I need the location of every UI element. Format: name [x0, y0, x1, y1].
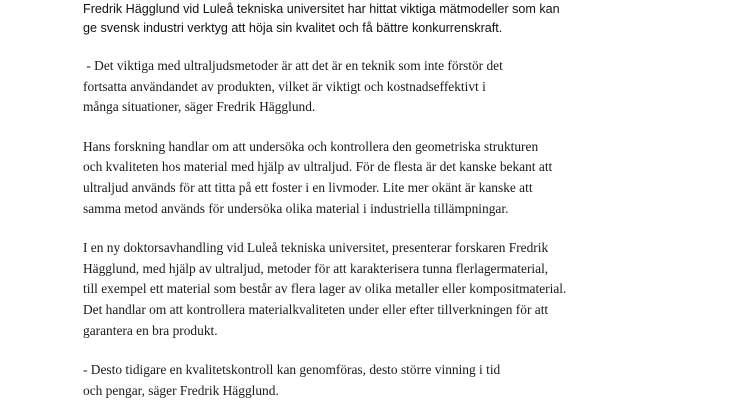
paragraph-line: till exempel ett material som består av flera lager av olika metaller eller kompositmaterial.	[83, 281, 567, 297]
article-lead	[83, 0, 603, 38]
article-body	[83, 0, 603, 420]
paragraph-line: Det handlar om att kontrollera materialkvaliteten under eller efter tillverkningen för att	[83, 301, 549, 317]
paragraph-line: I en ny doktorsavhandling vid Luleå tekniska universitet, presenterar forskaren Fredrik	[83, 240, 549, 256]
paragraph-line: Hans forskning handlar om att undersöka och kontrollera den geometriska strukturen	[83, 138, 539, 154]
paragraph-line: många situationer, säger Fredrik Hägglund.	[83, 99, 316, 115]
paragraph-quote-2	[83, 360, 603, 401]
paragraph-research	[83, 137, 603, 219]
paragraph-line: och kvaliteten hos material med hjälp av ultraljud. För de flesta är det kanske bekant att	[83, 159, 553, 175]
paragraph-line: - Desto tidigare en kvalitetskontroll kan genomföras, desto större vinning i tid	[83, 362, 501, 378]
lead-line: ge svensk industri verktyg att höja sin kvalitet och få bättre konkurrenskraft.	[83, 21, 503, 35]
paragraph-line: Hägglund, med hjälp av ultraljud, metoder för att karakterisera tunna flerlagermaterial,	[83, 260, 549, 276]
paragraph-line: - Det viktiga med ultraljudsmetoder är att det är en teknik som inte förstör det	[83, 58, 503, 73]
paragraph-line: fortsatta användandet av produkten, vilket är viktigt och kostnadseffektivt i	[83, 78, 486, 94]
paragraph-line: garantera en bra produkt.	[83, 322, 218, 338]
lead-line: Fredrik Hägglund vid Luleå tekniska universitet har hittat viktiga mätmodeller som kan	[83, 2, 560, 16]
paragraph-line: samma metod används för undersöka olika material i industriella tillämpningar.	[83, 200, 509, 216]
paragraph-thesis	[83, 238, 603, 341]
paragraph-quote-1	[83, 56, 603, 118]
paragraph-line: ultraljud används för att titta på ett foster i en livmoder. Lite mer okänt är kanske att	[83, 179, 533, 195]
paragraph-line: och pengar, säger Fredrik Hägglund.	[83, 382, 279, 398]
